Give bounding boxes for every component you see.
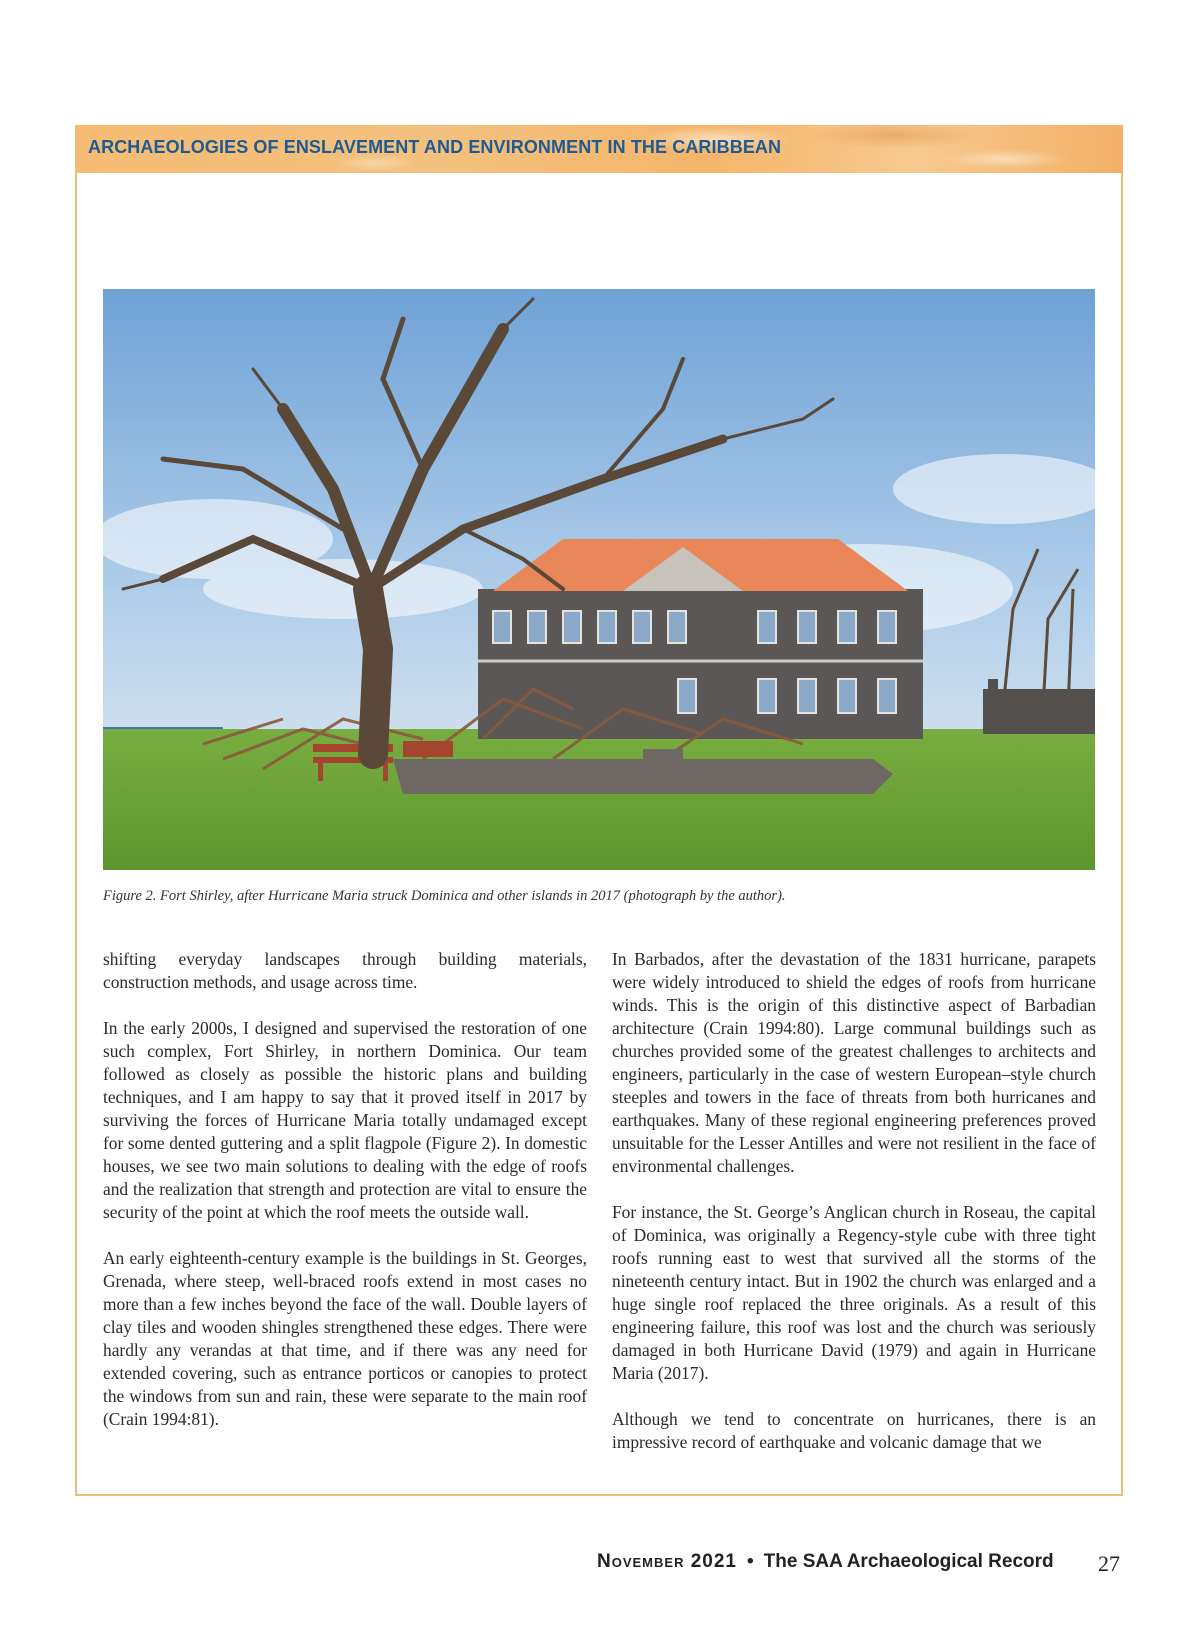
figure-caption: Figure 2. Fort Shirley, after Hurricane Maria struck Dominica and other islands in 2017 (photograph by the author). xyxy=(103,888,786,904)
footer-journal-name: The SAA Archaeological Record xyxy=(763,1551,1054,1572)
page-number: 27 xyxy=(1098,1551,1120,1576)
section-banner xyxy=(75,125,1123,173)
left-column xyxy=(103,948,587,1454)
fort-shirley-photo xyxy=(103,289,1095,870)
right-column xyxy=(612,948,1096,1477)
paragraph: shifting everyday landscapes through building materials, construction methods, and usage across time. xyxy=(103,949,587,992)
paragraph: An early eighteenth-century example is the buildings in St. Georges, Grenada, where steep, well-braced roofs extend in most cases no more than a few inches beyond the face of the wall. Double layers of clay tiles and wooden shingles strengthened these edges. There were hardly any verandas at that time, and if there was any need for extended covering, such as entrance porticos or canopies to protect the windows from sun and rain, these were separate to the main roof (Crain 1994:81). xyxy=(103,1248,587,1429)
footer-date: November 2021 xyxy=(597,1551,737,1572)
paragraph: For instance, the St. George’s Anglican church in Roseau, the capital of Dominica, was originally a Regency-style cube with three tight roofs running east to west that survived all the storms of the nineteenth century intact. But in 1902 the church was enlarged and a huge single roof replaced the three originals. As a result of this engineering failure, this roof was lost and the church was seriously damaged in both Hurricane David (1979) and again in Hurricane Maria (2017). xyxy=(612,1202,1096,1383)
paragraph: Although we tend to concentrate on hurricanes, there is an impressive record of earthquake and volcanic damage that we xyxy=(612,1409,1096,1452)
footer-journal-line xyxy=(597,1551,1054,1573)
paragraph: In the early 2000s, I designed and supervised the restoration of one such complex, Fort Shirley, in northern Dominica. Our team followed as closely as possible the historic plans and building techniques, and I am happy to say that it proved itself in 2017 by surviving the forces of Hurricane Maria totally undamaged except for some dented guttering and a split flagpole (Figure 2). In domestic houses, we see two main solutions to dealing with the edge of roofs and the realization that strength and protection are vital to ensure the security of the point at which the roof meets the outside wall. xyxy=(103,1018,587,1222)
paragraph: In Barbados, after the devastation of the 1831 hurricane, parapets were widely introduced to shield the edges of roofs from hurricane winds. This is the origin of this distinctive aspect of Barbadian architecture (Crain 1994:80). Large communal buildings such as churches provided some of the greatest challenges to architects and engineers, particularly in the case of western European–style church steeples and towers in the face of threats from both hurricanes and earthquakes. Many of these regional engineering preferences proved unsuitable for the Lesser Antilles and were not resilient in the face of environmental challenges. xyxy=(612,949,1096,1176)
footer-bullet: • xyxy=(747,1551,754,1572)
section-title: ARCHAEOLOGIES OF ENSLAVEMENT AND ENVIRONMENT IN THE CARIBBEAN xyxy=(88,137,782,157)
lawn xyxy=(103,729,1095,870)
